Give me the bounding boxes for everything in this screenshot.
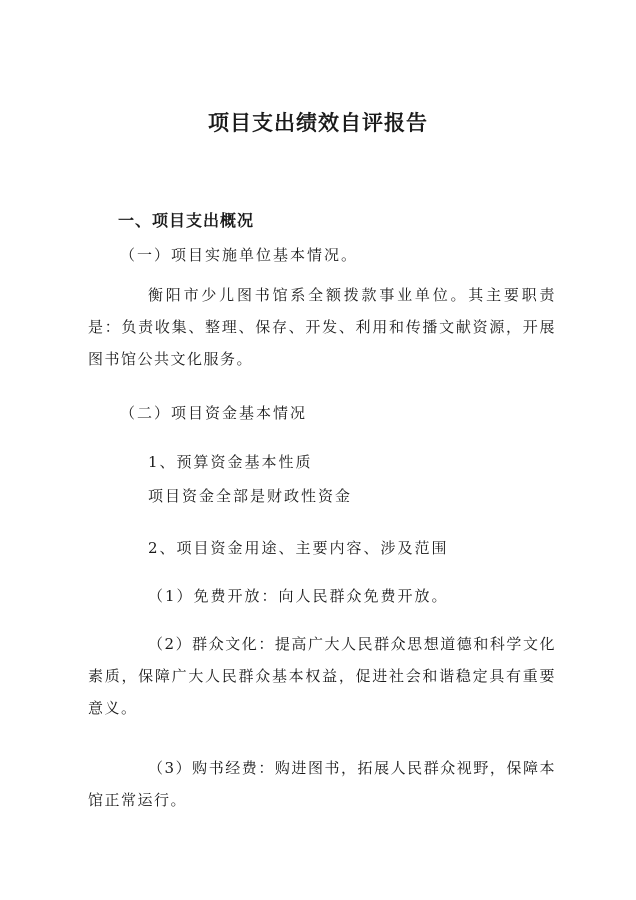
subsection-heading-funding-info: （二）项目资金基本情况 <box>120 404 308 422</box>
document-title: 项目支出绩效自评报告 <box>208 111 428 135</box>
subsection-heading-unit-info: （一）项目实施单位基本情况。 <box>120 246 359 264</box>
usage-item-mass-culture: （2）群众文化：提高广大人民群众思想道德和科学文化素质，保障广大人民群众基本权益，促进社会和谐稳定具有重要意义。 <box>88 635 556 717</box>
usage-item-free-opening: （1）免费开放：向人民群众免费开放。 <box>148 587 449 605</box>
paragraph-unit-description: 衡阳市少儿图书馆系全额拨款事业单位。其主要职责是：负责收集、整理、保存、开发、利用和传播文献资源，开展图书馆公共文化服务。 <box>88 286 556 368</box>
item-heading-budget-nature: 1、预算资金基本性质 <box>148 453 313 471</box>
usage-item-book-purchase: （3）购书经费：购进图书，拓展人民群众视野，保障本馆正常运行。 <box>88 759 556 809</box>
item-heading-fund-usage: 2、项目资金用途、主要内容、涉及范围 <box>148 539 449 557</box>
section-heading-overview: 一、项目支出概况 <box>118 211 255 230</box>
item-body-budget-nature: 项目资金全部是财政性资金 <box>148 487 353 505</box>
